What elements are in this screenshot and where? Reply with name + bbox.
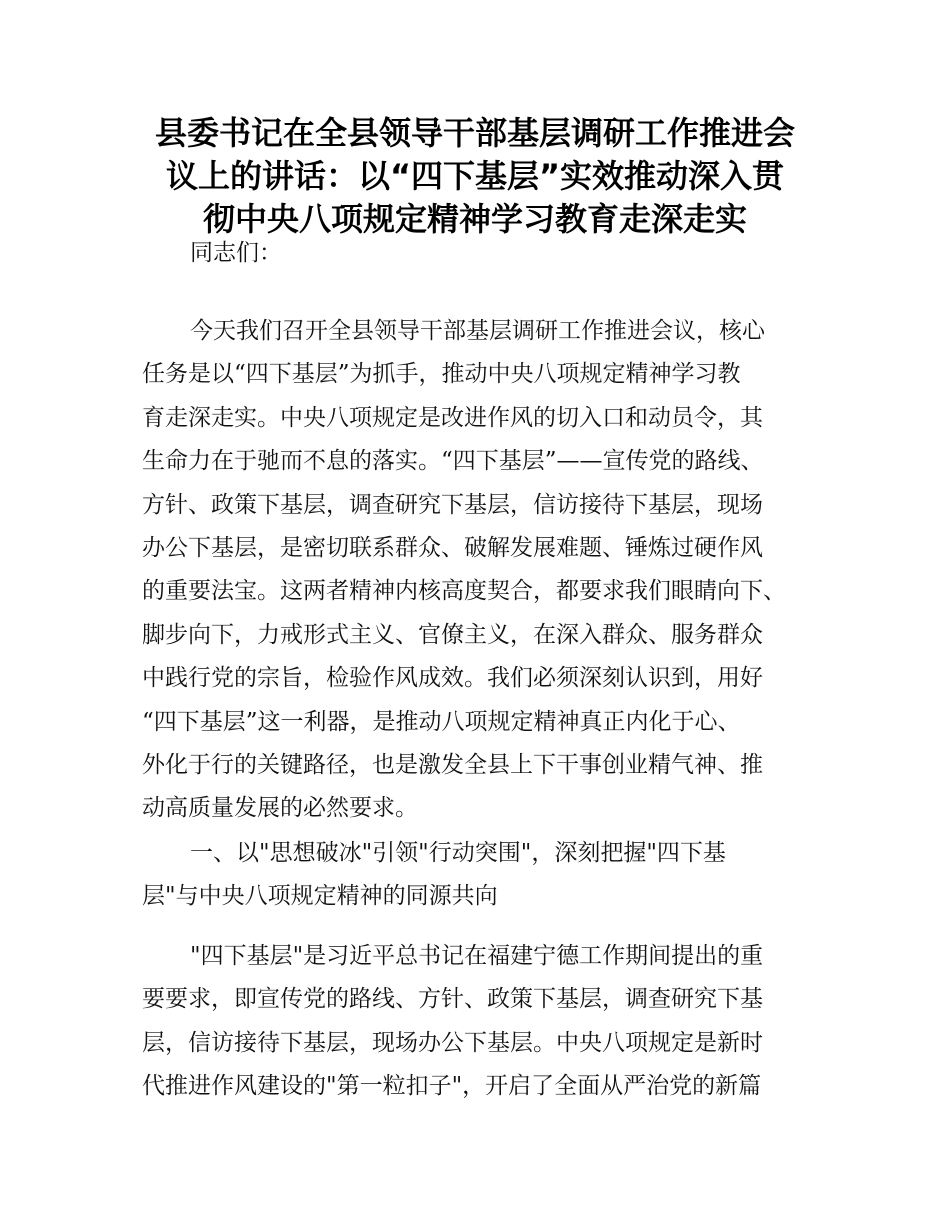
paragraph-line: 层，信访接待下基层，现场办公下基层。中央八项规定是新时 — [142, 1029, 763, 1056]
section-heading-line: 层"与中央八项规定精神的同源共向 — [142, 883, 498, 910]
paragraph-line: 代推进作风建设的"第一粒扣子"，开启了全面从严治党的新篇 — [142, 1073, 762, 1100]
paragraph-line: 生命力在于驰而不息的落实。“四下基层”——宣传党的路线、 — [142, 448, 764, 475]
paragraph-line: "四下基层"是习近平总书记在福建宁德工作期间提出的重 — [190, 943, 764, 969]
paragraph-line: 办公下基层，是密切联系群众、破解发展难题、锤炼过硬作风 — [142, 534, 763, 561]
document-title — [130, 112, 820, 241]
paragraph-line: 的重要法宝。这两者精神内核高度契合，都要求我们眼睛向下、 — [142, 578, 786, 605]
section-heading-1 — [142, 832, 832, 919]
paragraph-line: 方针、政策下基层，调查研究下基层，信访接待下基层，现场 — [142, 491, 763, 518]
paragraph-line: 中践行党的宗旨，检验作风成效。我们必须深刻认识到，用好 — [142, 665, 763, 692]
paragraph-intro — [142, 310, 832, 831]
paragraph-section-1 — [142, 935, 832, 1109]
paragraph-line: 动高质量发展的必然要求。 — [142, 795, 418, 822]
paragraph-line: 外化于行的关键路径，也是激发全县上下干事创业精气神、推 — [142, 751, 763, 778]
paragraph-line: 育走深走实。中央八项规定是改进作风的切入口和动员令，其 — [142, 404, 763, 431]
paragraph-line: 任务是以“四下基层”为抓手，推动中央八项规定精神学习教 — [142, 361, 741, 388]
paragraph-line: 今天我们召开全县领导干部基层调研工作推进会议，核心 — [190, 318, 765, 344]
title-line: 县委书记在全县领导干部基层调研工作推进会 — [154, 114, 795, 152]
title-line: 议上的讲话：以“四下基层”实效推动深入贯 — [165, 157, 785, 195]
title-line: 彻中央八项规定精神学习教育走深走实 — [202, 200, 747, 238]
section-heading-line: 一、以"思想破冰"引领"行动突围"，深刻把握"四下基 — [190, 840, 726, 866]
salutation-text: 同志们： — [190, 240, 282, 266]
paragraph-line: 要要求，即宣传党的路线、方针、政策下基层，调查研究下基 — [142, 986, 763, 1013]
paragraph-line: “四下基层”这一利器，是推动八项规定精神真正内化于心、 — [142, 708, 741, 735]
paragraph-line: 脚步向下，力戒形式主义、官僚主义，在深入群众、服务群众 — [142, 621, 763, 648]
salutation — [142, 232, 832, 275]
